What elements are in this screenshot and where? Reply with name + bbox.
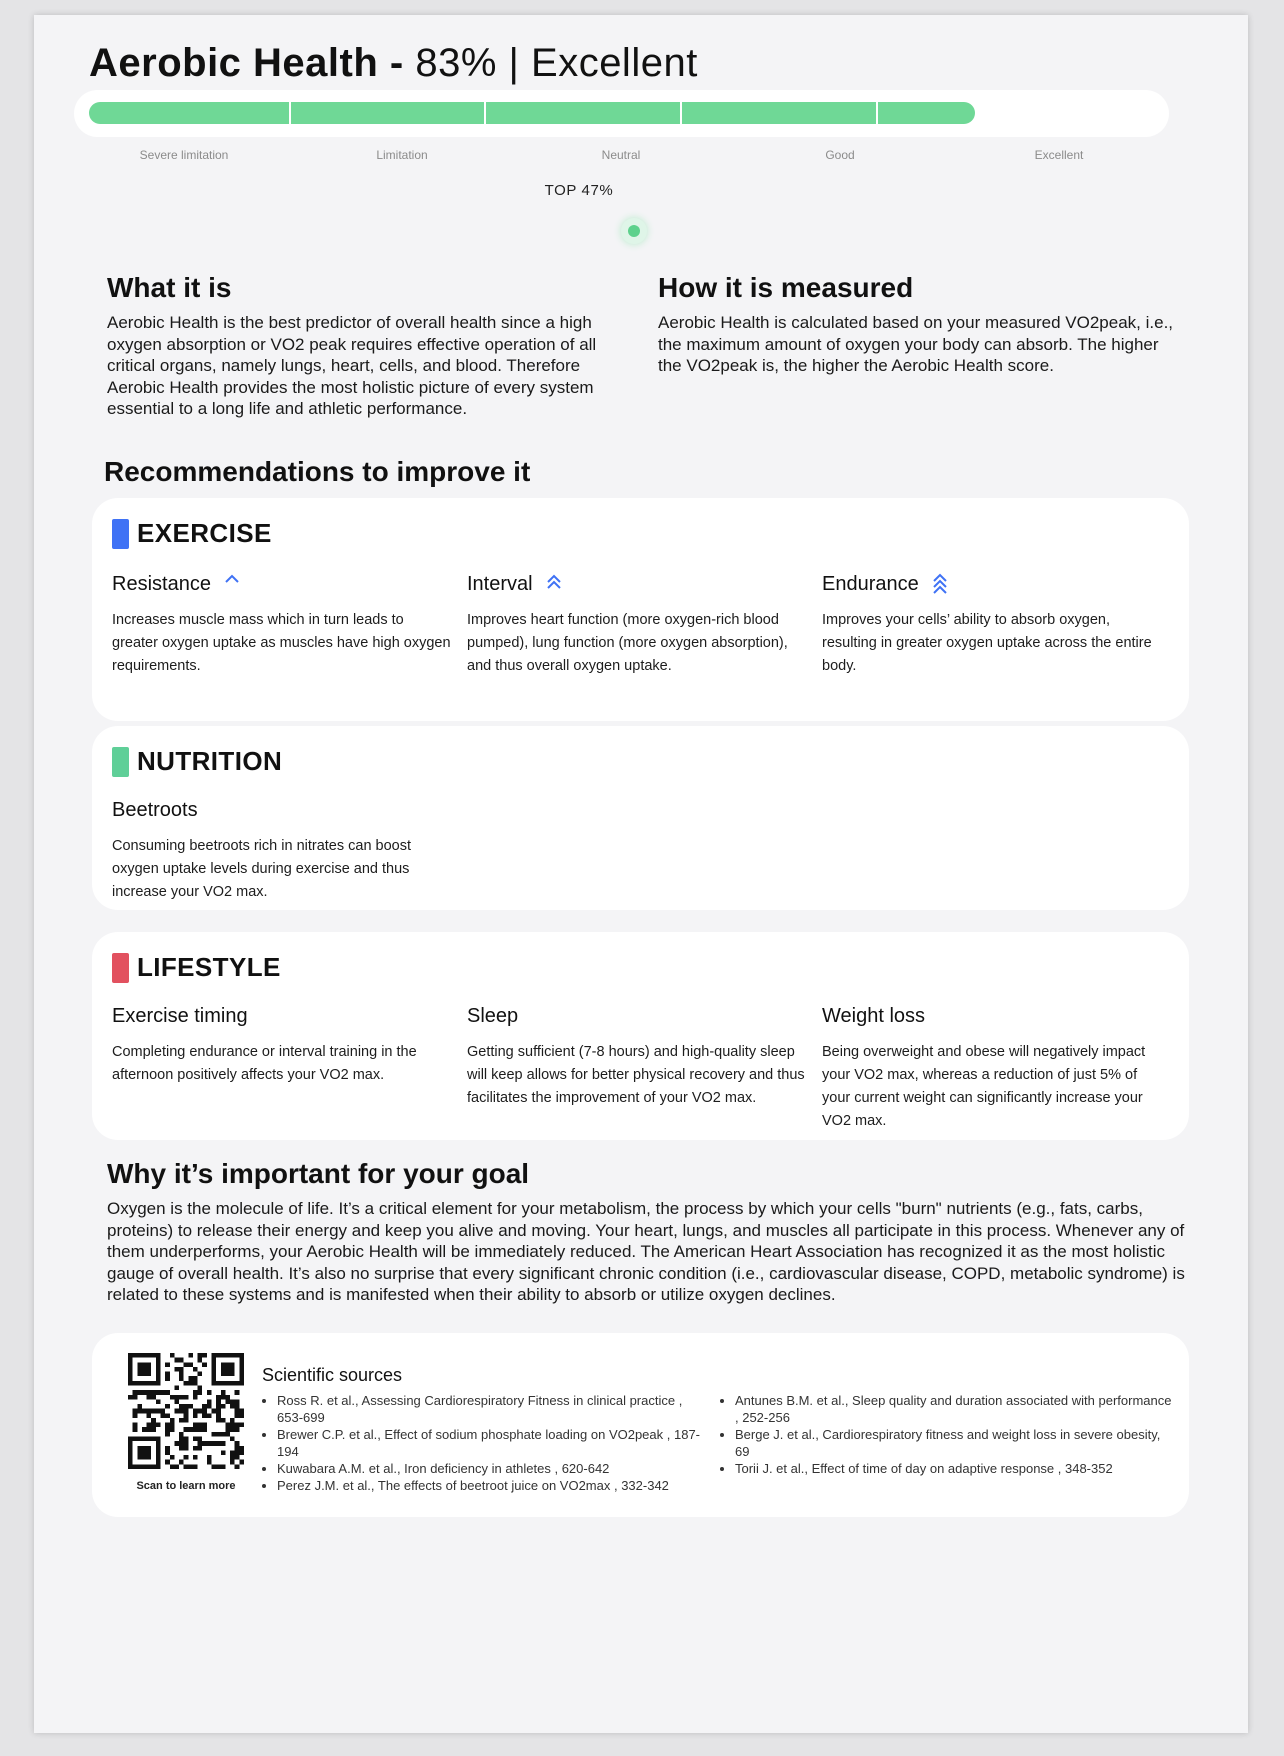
what-it-is-heading: What it is [107, 272, 232, 303]
lifestyle-item-title: Exercise timing [112, 1005, 248, 1027]
triple-chevron-up-icon [931, 573, 949, 595]
lifestyle-item-text: Completing endurance or interval training in the afternoon positively affects your VO2 max. [112, 1044, 417, 1083]
how-measured-text: Aerobic Health is calculated based on your measured VO2peak, i.e., the maximum amount of oxygen your body can absorb. The higher the VO2peak is, the higher the Aerobic Health score. [658, 313, 1174, 375]
nutrition-color-chip [112, 747, 129, 777]
score-progress-bar [74, 90, 1169, 137]
lifestyle-item-exercise-timing [112, 1003, 452, 1087]
report-page [34, 15, 1248, 1733]
level-label-neutral: Neutral [601, 148, 641, 162]
lifestyle-label: LIFESTYLE [137, 952, 281, 982]
exercise-item-title: Interval [467, 573, 533, 595]
nutrition-item-text: Consuming beetroots rich in nitrates can boost oxygen uptake levels during exercise and thus increase your VO2 max. [112, 838, 412, 900]
exercise-item-title: Endurance [822, 573, 919, 595]
level-label-good: Good [825, 148, 855, 162]
nutrition-category [112, 746, 282, 777]
how-measured-heading: How it is measured [658, 272, 914, 303]
lifestyle-item-text: Getting sufficient (7-8 hours) and high-quality sleep will keep allows for better physical recovery and thus facilitates the improvement of your VO2 max. [467, 1044, 805, 1106]
exercise-card [92, 498, 1189, 721]
lifestyle-color-chip [112, 953, 129, 983]
page-title [89, 37, 698, 89]
percentile-marker-icon [621, 218, 647, 244]
nutrition-card [92, 726, 1189, 910]
lifestyle-item-title: Sleep [467, 1005, 519, 1027]
sources-list-left [261, 1392, 703, 1494]
single-chevron-up-icon [223, 573, 241, 595]
exercise-item-endurance [822, 571, 1162, 678]
qr-code-icon[interactable] [128, 1353, 244, 1469]
exercise-label: EXERCISE [137, 518, 272, 548]
score-value: 83% | Excellent [403, 41, 698, 85]
source-item: • Brewer C.P. et al., Effect of sodium phosphate loading on VO2peak , 187-194 [277, 1426, 703, 1460]
lifestyle-item-weight-loss [822, 1003, 1162, 1133]
source-item: • Torii J. et al., Effect of time of day on adaptive response , 348-352 [735, 1460, 1175, 1477]
double-chevron-up-icon [545, 573, 563, 595]
nutrition-item-beetroots [112, 797, 452, 904]
source-item: • Berge J. et al., Cardiorespiratory fitness and weight loss in severe obesity, 69 [735, 1426, 1175, 1460]
level-label-limitation: Limitation [376, 148, 428, 162]
what-it-is-text: Aerobic Health is the best predictor of overall health since a high oxygen absorption or VO2 peak requires effective operation of all critical organs, namely lungs, heart, cells, and blood. Therefore Aerobic Health provides the most holistic picture of every system essential to a long life and athletic performance. [107, 313, 597, 418]
lifestyle-item-text: Being overweight and obese will negatively impact your VO2 max, whereas a reduction of just 5% of your current weight can significantly increase your VO2 max. [822, 1044, 1146, 1129]
exercise-item-interval [467, 571, 807, 678]
source-item: • Kuwabara A.M. et al., Iron deficiency in athletes , 620-642 [277, 1460, 703, 1477]
exercise-color-chip [112, 519, 129, 549]
segment-divider [484, 100, 486, 126]
lifestyle-item-title: Weight loss [822, 1005, 926, 1027]
percentile-label: TOP 47% [544, 182, 614, 199]
exercise-item-resistance [112, 571, 452, 678]
importance-text: Oxygen is the molecule of life. It’s a critical element for your metabolism, the process by which your cells "burn" nutrients (e.g., fats, carbs, proteins) to release their energy and keep you alive and moving. Your heart, lungs, and muscles all participate in this process. Whenever any of them underperforms, your Aerobic Health will be immediately reduced. The American Heart Association has recognized it as the most holistic gauge of overall health. It’s also no surprise that every significant chronic condition (i.e., cardiovascular disease, COPD, metabolic syndrome) is related to these systems and is manifested when their ability to absorb or utilize oxygen declines. [107, 1199, 1185, 1304]
importance-heading: Why it’s important for your goal [107, 1158, 530, 1189]
exercise-item-text: Increases muscle mass which in turn leads to greater oxygen uptake as muscles have high oxygen requirements. [112, 612, 451, 674]
exercise-item-text: Improves your cells’ ability to absorb oxygen, resulting in greater oxygen uptake across the entire body. [822, 612, 1152, 674]
source-item: • Ross R. et al., Assessing Cardiorespiratory Fitness in clinical practice , 653-699 [277, 1392, 703, 1426]
lifestyle-category [112, 952, 281, 983]
lifestyle-card [92, 932, 1189, 1140]
lifestyle-item-sleep [467, 1003, 807, 1110]
exercise-category [112, 518, 272, 549]
nutrition-item-title: Beetroots [112, 799, 198, 821]
nutrition-label: NUTRITION [137, 746, 283, 776]
sources-card [92, 1333, 1189, 1517]
level-label-excellent: Excellent [1034, 148, 1084, 162]
score-progress-fill [89, 102, 975, 124]
level-label-severe: Severe limitation [139, 148, 229, 162]
segment-divider [680, 100, 682, 126]
exercise-item-title: Resistance [112, 573, 211, 595]
source-item: • Perez J.M. et al., The effects of beetroot juice on VO2max , 332-342 [277, 1477, 703, 1494]
sources-list-right [719, 1392, 1175, 1477]
segment-divider [876, 100, 878, 126]
recommendations-heading: Recommendations to improve it [104, 456, 531, 487]
segment-divider [289, 100, 291, 126]
sources-heading: Scientific sources [262, 1365, 403, 1385]
exercise-item-text: Improves heart function (more oxygen-rich blood pumped), lung function (more oxygen absorption), and thus overall oxygen uptake. [467, 612, 788, 674]
source-item: • Antunes B.M. et al., Sleep quality and duration associated with performance , 252-256 [735, 1392, 1175, 1426]
title-label: Aerobic Health - [89, 41, 404, 85]
qr-label: Scan to learn more [136, 1480, 236, 1492]
